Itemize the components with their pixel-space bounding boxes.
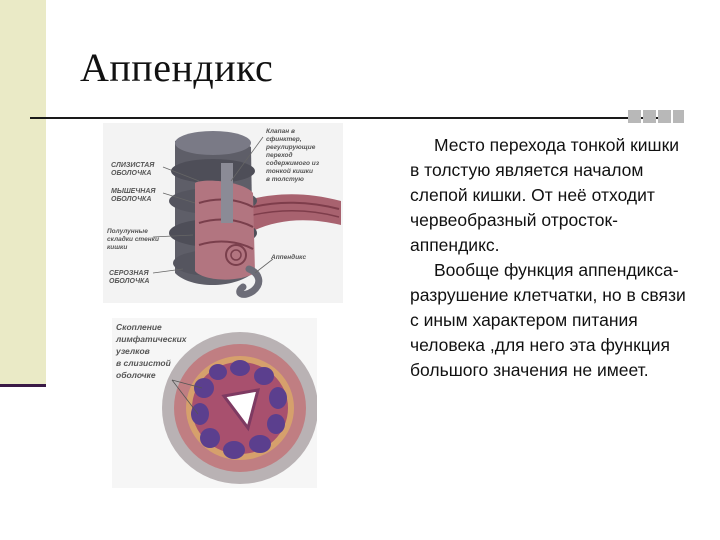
appendix-cross-section <box>112 318 317 488</box>
label-section-1: Скопление <box>116 322 162 332</box>
label-section-5: оболочке <box>116 370 156 380</box>
intestine-illustration <box>103 123 343 303</box>
label-serosa-1: СЕРОЗНАЯ <box>109 270 149 277</box>
label-valve-4: переход <box>266 152 293 159</box>
label-section-3: узелков <box>116 346 150 356</box>
label-valve-2: сфинктер, <box>266 136 302 143</box>
label-section-2: лимфатических <box>116 334 187 344</box>
label-valve-6: тонкой кишки <box>266 168 313 175</box>
paragraph-1: Место перехода тонкой кишки в толстую является началом слепой кишки. От неё отходит червеобразный отросток- аппендикс. <box>410 135 680 255</box>
label-mucosa-1: СЛИЗИСТАЯ <box>111 162 155 169</box>
label-folds-2: складки стенки <box>107 236 159 243</box>
label-valve-1: Клапан в <box>266 128 295 135</box>
label-valve-7: в толстую <box>266 176 304 183</box>
label-appendix: Аппендикс <box>271 254 307 261</box>
label-serosa-2: ОБОЛОЧКА <box>109 278 150 285</box>
left-decor-band <box>0 0 46 384</box>
label-section-4: в слизистой <box>116 358 171 368</box>
label-muscular-2: ОБОЛОЧКА <box>111 196 152 203</box>
label-muscular-1: МЫШЕЧНАЯ <box>111 188 156 195</box>
label-mucosa-2: ОБОЛОЧКА <box>111 170 152 177</box>
label-folds-3: кишки <box>107 244 128 251</box>
title-divider <box>30 117 670 119</box>
body-text <box>410 133 690 383</box>
label-valve-3: регулирующие <box>266 144 316 151</box>
decor-squares <box>628 110 684 126</box>
slide-title: Аппендикс <box>80 45 274 90</box>
label-valve-5: содержимого из <box>266 160 320 167</box>
left-decor-line <box>0 384 46 387</box>
label-folds-1: Полулунные <box>107 228 148 235</box>
paragraph-2: Вообще функция аппендикса- разрушение клетчатки, но в связи с иным характером питания человека ,для него эта функция большого значения не имеет. <box>410 260 686 380</box>
